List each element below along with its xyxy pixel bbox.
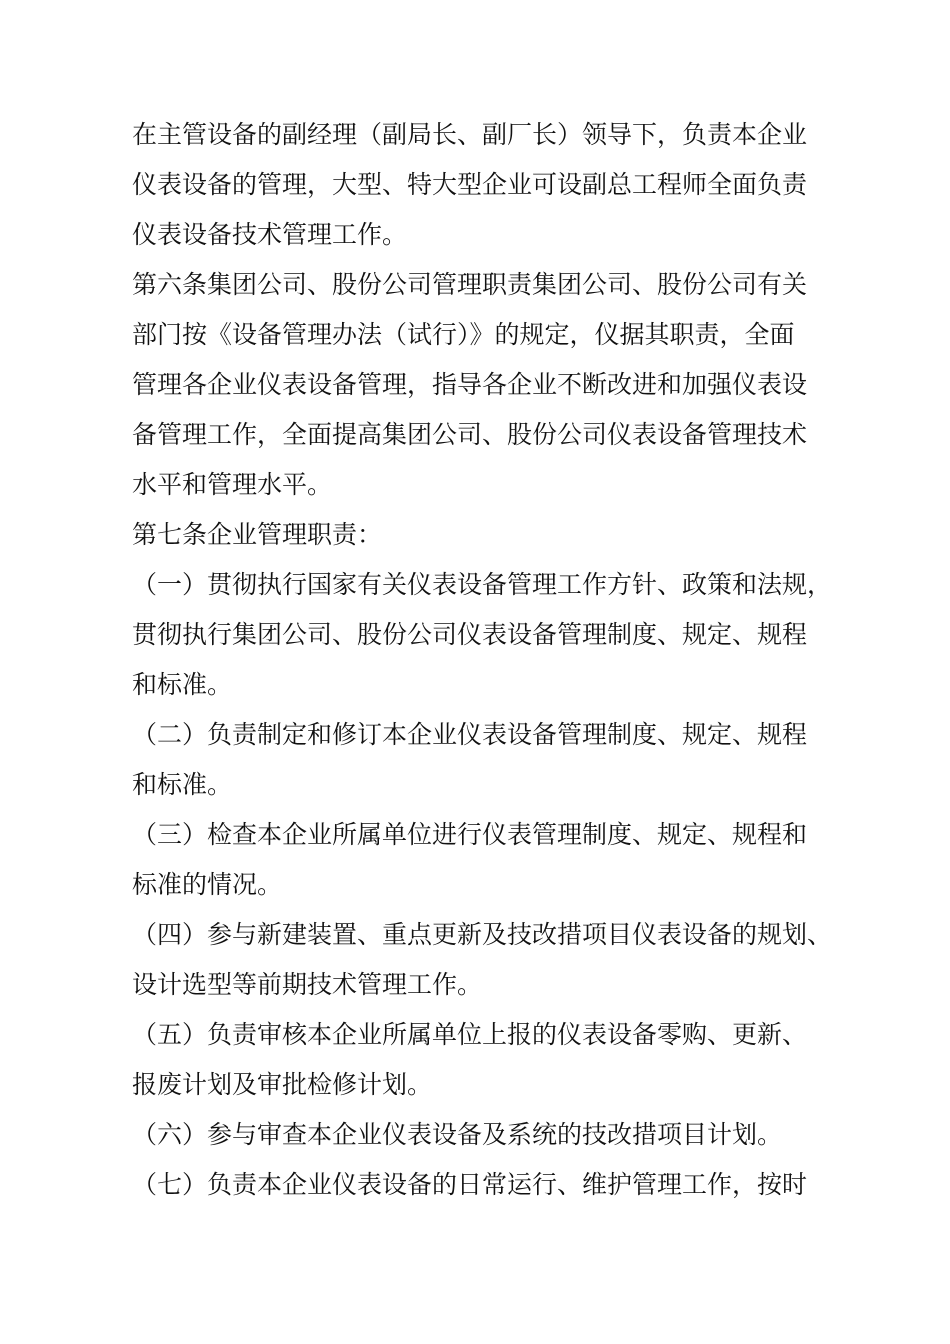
item-3-line: （三）检查本企业所属单位进行仪表管理制度、规定、规程和 — [132, 820, 808, 849]
text-line: 标准的情况。 — [132, 870, 283, 899]
text-line: 贯彻执行集团公司、股份公司仪表设备管理制度、规定、规程 — [132, 620, 808, 649]
item-6-line: （六）参与审查本企业仪表设备及系统的技改措项目计划。 — [132, 1120, 783, 1149]
text-line: 备管理工作，全面提高集团公司、股份公司仪表设备管理技术 — [132, 420, 808, 449]
article-7-line: 第七条企业管理职责： — [132, 520, 383, 549]
item-1-line: （一）贯彻执行国家有关仪表设备管理工作方针、政策和法规， — [132, 570, 833, 599]
text-line: 部门按《设备管理办法（试行）》的规定，仪据其职责，全面 — [132, 320, 795, 349]
text-line: 和标准。 — [132, 670, 233, 699]
text-line: 水平和管理水平。 — [132, 470, 333, 499]
article-6-line: 第六条集团公司、股份公司管理职责集团公司、股份公司有关 — [132, 270, 808, 299]
text-line: 仪表设备技术管理工作。 — [132, 220, 408, 249]
text-line: 管理各企业仪表设备管理，指导各企业不断改进和加强仪表设 — [132, 370, 808, 399]
text-line: 设计选型等前期技术管理工作。 — [132, 970, 483, 999]
text-line: 在主管设备的副经理（副局长、副厂长）领导下，负责本企业 — [132, 120, 808, 149]
item-2-line: （二）负责制定和修订本企业仪表设备管理制度、规定、规程 — [132, 720, 808, 749]
item-7-line: （七）负责本企业仪表设备的日常运行、维护管理工作，按时 — [132, 1170, 808, 1199]
text-line: 和标准。 — [132, 770, 233, 799]
item-5-line: （五）负责审核本企业所属单位上报的仪表设备零购、更新、 — [132, 1020, 808, 1049]
item-4-line: （四）参与新建装置、重点更新及技改措项目仪表设备的规划、 — [132, 920, 833, 949]
body-text — [132, 110, 852, 1210]
text-line: 报废计划及审批检修计划。 — [132, 1070, 433, 1099]
text-line: 仪表设备的管理，大型、特大型企业可设副总工程师全面负责 — [132, 170, 808, 199]
